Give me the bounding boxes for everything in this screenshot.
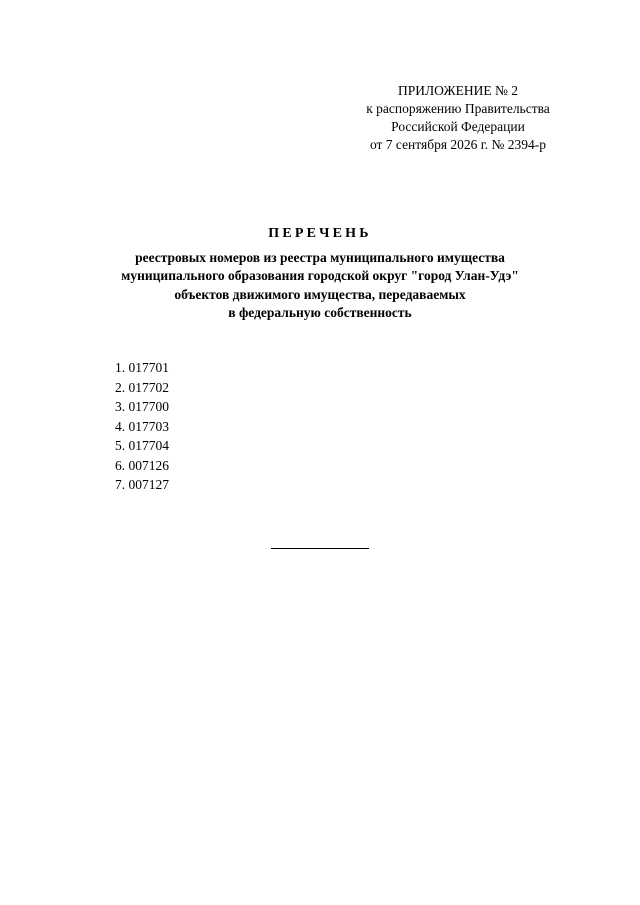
registry-code: 017700 [128,399,169,414]
registry-code: 017703 [128,418,169,434]
item-number: 6. [115,457,126,473]
list-item [115,475,169,495]
annex-label: ПРИЛОЖЕНИЕ № 2 [397,83,519,98]
annex-government: Российской Федерации [391,119,525,134]
list-item [115,358,169,378]
subtitle-line: муниципального образования городской округ "город Улан-Удэ" [121,268,519,284]
annex-order-ref: к распоряжению Правительства [366,101,550,116]
item-number: 1. [115,360,126,375]
item-number: 5. [115,438,126,453]
item-number: 2. [115,379,126,395]
list-item [115,417,169,437]
item-number: 4. [115,418,126,434]
subtitle-line: объектов движимого имущества, передаваемых [174,286,466,302]
document-title: ПЕРЕЧЕНЬ [268,226,372,241]
list-item [115,436,169,456]
end-divider-line [271,548,369,549]
list-item [115,397,169,417]
registry-code: 017701 [128,360,169,375]
list-item [115,378,169,398]
registry-code: 017702 [128,379,169,395]
registry-code: 017704 [128,438,169,453]
item-number: 3. [115,399,126,414]
annex-date-number: от 7 сентября 2026 г. № 2394-р [369,137,547,152]
registry-code: 007127 [128,477,169,492]
list-item [115,456,169,476]
annex-header [340,82,576,154]
registry-number-list [115,358,169,495]
subtitle-line: в федеральную собственность [228,304,412,320]
subtitle-line: реестровых номеров из реестра муниципального имущества [135,250,505,265]
document-subtitle [0,249,640,322]
registry-code: 007126 [128,457,169,473]
item-number: 7. [115,477,126,492]
